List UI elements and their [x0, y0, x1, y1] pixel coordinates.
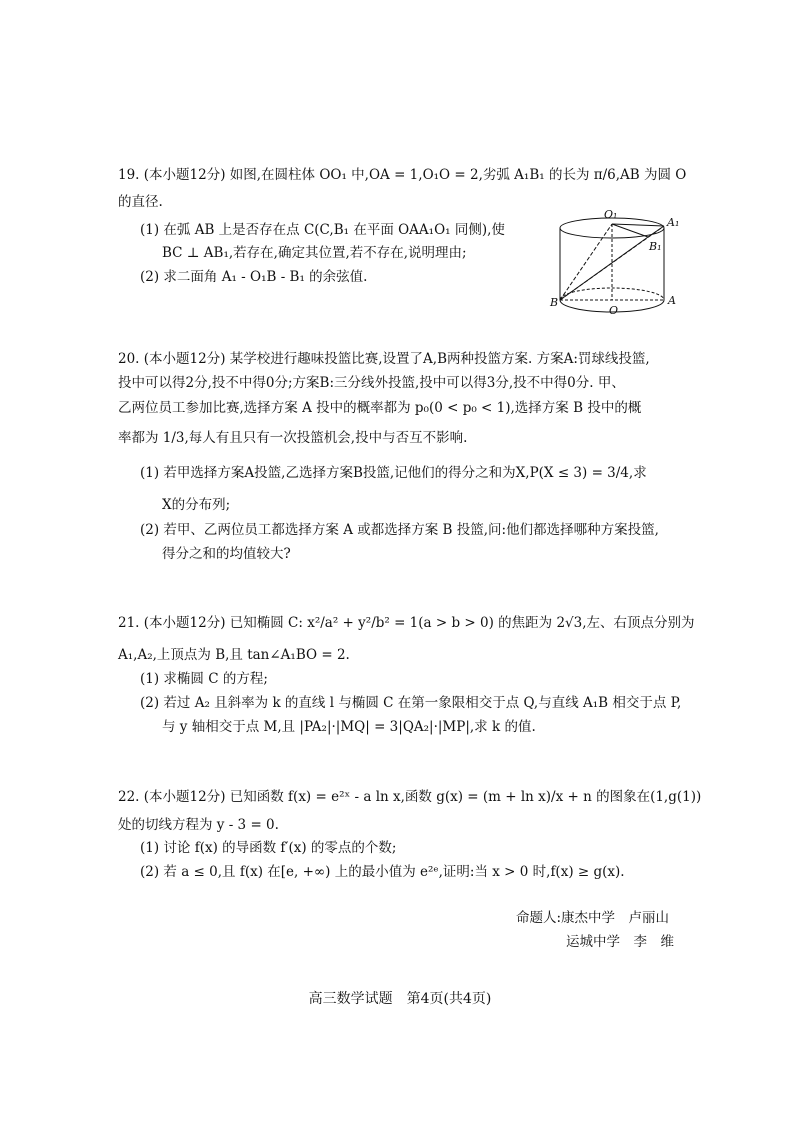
q19-part1: (1) 在弧 AB 上是否存在点 C(C,B₁ 在平面 OAA₁O₁ 同侧),使	[140, 222, 505, 238]
signature-line-1: 命题人:康杰中学 卢丽山	[516, 910, 670, 926]
label-A: A	[668, 294, 676, 307]
label-O1: O₁	[604, 208, 618, 221]
q20-part1: (1) 若甲选择方案A投篮,乙选择方案B投篮,记他们的得分之和为X,P(X ≤ 3) = 3/4,求	[140, 465, 647, 481]
label-B: B	[550, 296, 559, 309]
cylinder-figure	[548, 200, 693, 342]
label-A1: A₁	[667, 216, 680, 229]
q22-part1: (1) 讨论 f(x) 的导函数 f′(x) 的零点的个数;	[140, 840, 397, 856]
label-B1: B₁	[649, 240, 662, 253]
q19-part2: (2) 求二面角 A₁ - O₁B - B₁ 的余弦值.	[140, 269, 368, 285]
q20-stem-2: 投中可以得2分,投不中得0分;方案B:三分线外投篮,投中可以得3分,投不中得0分. 甲、	[118, 375, 625, 391]
segment-B-B1	[560, 237, 648, 300]
q19-part1-cont: BC ⊥ AB₁,若存在,确定其位置,若不存在,说明理由;	[162, 245, 467, 261]
q22-part2: (2) 若 a ≤ 0,且 f(x) 在[e, +∞) 上的最小值为 e²ᵉ,证明:当 x > 0 时,f(x) ≥ g(x).	[140, 864, 625, 880]
q21-stem: 21. (本小题12分) 已知椭圆 C: x²/a² + y²/b² = 1(a > b > 0) 的焦距为 2√3,左、右顶点分别为	[118, 615, 695, 631]
page-footer: 高三数学试题 第4页(共4页)	[308, 991, 492, 1007]
q20-stem-3: 乙两位员工参加比赛,选择方案 A 投中的概率都为 p₀(0 < p₀ < 1),选择方案 B 投中的概	[118, 400, 642, 416]
q19-stem: 19. (本小题12分) 如图,在圆柱体 OO₁ 中,OA = 1,O₁O = 2,劣弧 A₁B₁ 的长为 π/6,AB 为圆 O	[118, 167, 687, 183]
q21-part2-cont: 与 y 轴相交于点 M,且 |PA₂|·|MQ| = 3|QA₂|·|MP|,求 k 的值.	[162, 719, 536, 735]
q21-stem-2: A₁,A₂,上顶点为 B,且 tan∠A₁BO = 2.	[118, 647, 350, 663]
q20-stem-4: 率都为 1/3,每人有且只有一次投篮机会,投中与否互不影响.	[118, 430, 468, 446]
q20-stem: 20. (本小题12分) 某学校进行趣味投篮比赛,设置了A,B两种投篮方案. 方案A:罚球线投篮,	[118, 351, 650, 367]
signature-line-2: 运城中学 李 维	[566, 934, 674, 950]
q19-stem-cont: 的直径.	[118, 194, 163, 210]
q20-part2-cont: 得分之和的均值较大?	[162, 546, 291, 562]
segment-O1-A1	[612, 224, 664, 226]
q22-stem-2: 处的切线方程为 y - 3 = 0.	[118, 817, 279, 833]
q20-part2: (2) 若甲、乙两位员工都选择方案 A 或都选择方案 B 投篮,问:他们都选择哪种方案投篮,	[140, 522, 659, 538]
q21-part2: (2) 若过 A₂ 且斜率为 k 的直线 l 与椭圆 C 在第一象限相交于点 Q,与直线 A₁B 相交于点 P,	[140, 695, 682, 711]
label-O: O	[609, 304, 619, 317]
q20-part1-cont: X的分布列;	[162, 497, 231, 513]
q21-part1: (1) 求椭圆 C 的方程;	[140, 671, 268, 687]
q22-stem: 22. (本小题12分) 已知函数 f(x) = e²ˣ - a ln x,函数 g(x) = (m + ln x)/x + n 的图象在(1,g(1))	[118, 789, 702, 805]
segment-O1-B1	[612, 224, 648, 237]
